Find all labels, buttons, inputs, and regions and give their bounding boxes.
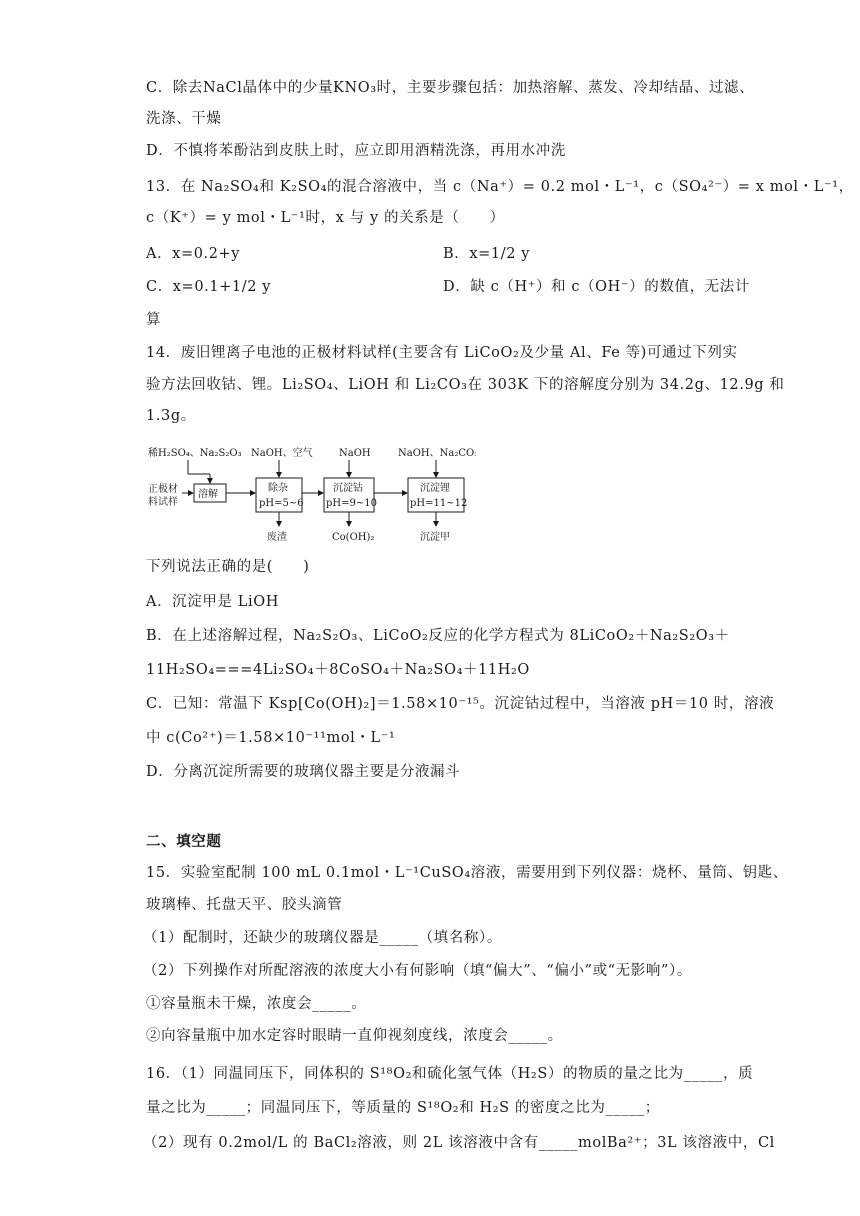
q13-option-d: D．缺 c（H⁺）和 c（OH⁻）的数值，无法计 [443, 279, 750, 295]
q14-option-d: D．分离沉淀所需要的玻璃仪器主要是分液漏斗 [146, 764, 461, 780]
q14-stem-line2: 验方法回收钴、锂。Li₂SO₄、LiOH 和 Li₂CO₃在 303K 下的溶解度分别为 34.2g、12.9g 和 [146, 377, 785, 393]
cobalt-hydroxide-label: Co(OH)₂ [332, 532, 375, 543]
cobalt-precipitation-ph: pH=9~10 [326, 498, 377, 509]
q14-option-c-line1: C．已知：常温下 Ksp[Co(OH)₂]＝1.58×10⁻¹⁵。沉淀钴过程中，当溶液 pH＝10 时，溶液 [146, 696, 775, 712]
q14-option-b-line2: 11H₂SO₄===4Li₂SO₄＋8CoSO₄＋Na₂SO₄＋11H₂O [146, 662, 530, 678]
reagent-2-label: NaOH、空气 [251, 448, 313, 459]
q15-part2-item1: ①容量瓶未干燥，浓度会_____。 [146, 996, 367, 1012]
q14-ask: 下列说法正确的是( ) [146, 559, 310, 575]
precipitate-a-label: 沉淀甲 [420, 532, 450, 543]
q12-option-d: D．不慎将苯酚沾到皮肤上时，应立即用酒精洗涤，再用水冲洗 [146, 143, 566, 159]
q16-line1: 16．（1）同温同压下，同体积的 S¹⁸O₂和硫化氢气体（H₂S）的物质的量之比为_____，质 [146, 1066, 754, 1082]
q13-option-a: A．x=0.2+y [146, 246, 241, 262]
q13-option-d-cont: 算 [146, 312, 162, 328]
q14-stem-line3: 1.3g。 [146, 408, 196, 424]
q15-part2: （2）下列操作对所配溶液的浓度大小有何影响（填“偏大”、“偏小”或“无影响”）。 [143, 963, 692, 979]
start-material-label-2: 料试样 [148, 497, 178, 508]
q13-stem-line2: c（K⁺）= y mol・L⁻¹时，x 与 y 的关系是（ ） [146, 210, 505, 226]
reagent-3-label: NaOH [339, 448, 371, 459]
start-material-label-1: 正极材 [148, 484, 178, 495]
q12-option-c-line2: 洗涤、干燥 [146, 111, 222, 127]
q15-stem-line2: 玻璃棒、托盘天平、胶头滴管 [146, 897, 343, 913]
section-title: 二、填空题 [146, 834, 222, 850]
q13-stem-line1: 13．在 Na₂SO₄和 K₂SO₄的混合溶液中，当 c（Na⁺）= 0.2 mol・L⁻¹，c（SO₄²⁻）= x mol・L⁻¹， [146, 179, 854, 195]
q13-option-c: C．x=0.1+1/2 y [146, 279, 272, 295]
q15-part1: （1）配制时，还缺少的玻璃仪器是_____（填名称）。 [143, 930, 502, 946]
cobalt-precipitation-label: 沉淀钴 [333, 483, 363, 494]
q14-option-c-line2: 中 c(Co²⁺)＝1.58×10⁻¹¹mol・L⁻¹ [146, 730, 396, 746]
lithium-precipitation-label: 沉淀锂 [420, 483, 450, 494]
q13-option-b: B．x=1/2 y [443, 246, 531, 262]
q14-stem-line1: 14．废旧锂离子电池的正极材料试样(主要含有 LiCoO₂及少量 Al、Fe 等)可通过下列实 [146, 345, 738, 361]
q14-option-a: A．沉淀甲是 LiOH [146, 594, 279, 610]
dissolve-box-label: 溶解 [198, 489, 218, 500]
reagent-4-label: NaOH、Na₂CO₃ [398, 448, 476, 459]
q14-option-b-line1: B．在上述溶解过程，Na₂S₂O₃、LiCoO₂反应的化学方程式为 8LiCoO₂＋Na₂S₂O₃＋ [146, 628, 730, 644]
lithium-precipitation-ph: pH=11~12 [410, 498, 468, 509]
q12-option-c-line1: C．除去NaCl晶体中的少量KNO₃时，主要步骤包括：加热溶解、蒸发、冷却结晶、过滤、 [146, 80, 755, 96]
waste-residue-label: 废渣 [267, 532, 287, 543]
q15-part2-item2: ②向容量瓶中加水定容时眼睛一直仰视刻度线，浓度会_____。 [146, 1028, 563, 1044]
reagent-1-label: 稀H₂SO₄、Na₂S₂O₃ [148, 448, 242, 459]
impurity-removal-ph: pH=5~6 [259, 498, 304, 509]
q16-line2: 量之比为_____；同温同压下，等质量的 S¹⁸O₂和 H₂S 的密度之比为_____； [146, 1100, 660, 1116]
impurity-removal-label: 除杂 [268, 483, 288, 494]
process-flow-diagram [146, 440, 476, 550]
q16-line3: （2）现有 0.2mol/L 的 BaCl₂溶液，则 2L 该溶液中含有_____molBa²⁺；3L 该溶液中，Cl [143, 1135, 775, 1151]
q15-stem-line1: 15．实验室配制 100 mL 0.1mol・L⁻¹CuSO₄溶液，需要用到下列仪器：烧杯、量筒、钥匙、 [146, 865, 788, 881]
